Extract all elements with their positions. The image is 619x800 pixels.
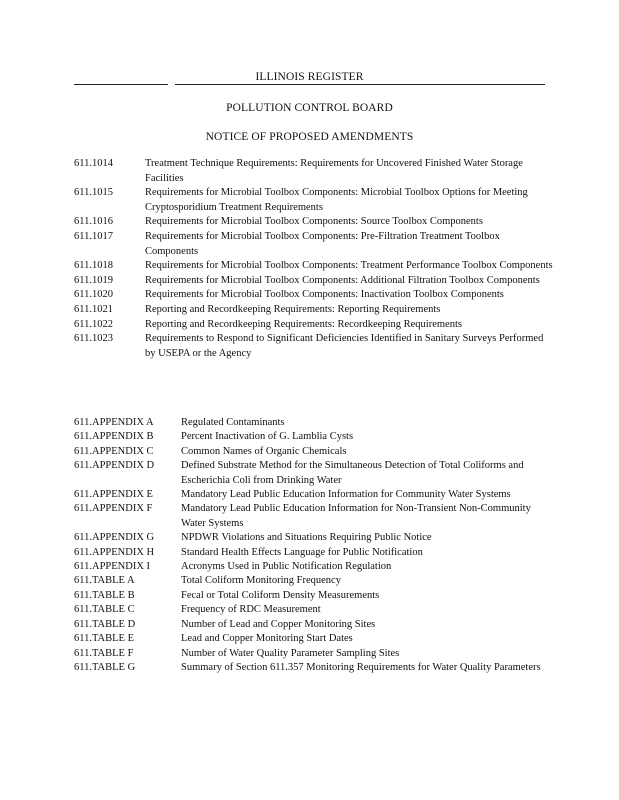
item-title: Treatment Technique Requirements: Requirements for Uncovered Finished Water Storage Facilities — [145, 158, 523, 184]
item-title: Number of Water Quality Parameter Sampling Sites — [181, 647, 400, 659]
item-number: 611.TABLE G — [74, 661, 136, 673]
item-title: Requirements for Microbial Toolbox Components: Source Toolbox Components — [145, 216, 483, 228]
item-number: 611.APPENDIX D — [74, 460, 155, 472]
item-number: 611.APPENDIX B — [74, 431, 154, 443]
item-number: 611.TABLE C — [74, 604, 135, 616]
item-number: 611.APPENDIX A — [74, 417, 154, 428]
section-row — [74, 303, 554, 318]
item-title: Standard Health Effects Language for Public Notification — [181, 546, 423, 558]
header-rule-left — [74, 84, 168, 85]
item-number: 611.TABLE B — [74, 589, 135, 601]
header-rule-right — [175, 84, 545, 85]
item-title: Acronyms Used in Public Notification Regulation — [181, 561, 392, 573]
item-number: 611.TABLE F — [74, 647, 134, 659]
section-row — [74, 157, 554, 186]
item-title: Mandatory Lead Public Education Information for Non-Transient Non-Community Water Systems — [181, 503, 531, 529]
section-row — [74, 230, 554, 259]
section-list — [74, 157, 554, 361]
section-row — [74, 186, 554, 215]
item-title: Percent Inactivation of G. Lamblia Cysts — [181, 431, 354, 443]
section-row — [74, 215, 554, 230]
item-number: 611.1018 — [74, 260, 113, 272]
item-number: 611.APPENDIX H — [74, 546, 155, 558]
appendix-row — [74, 632, 554, 646]
item-title: Requirements to Respond to Significant Deficiencies Identified in Sanitary Surveys Performed by USEPA or the Agency — [145, 333, 544, 359]
section-row — [74, 318, 554, 333]
item-number: 611.APPENDIX C — [74, 445, 154, 457]
item-title: Regulated Contaminants — [181, 417, 285, 428]
appendix-row — [74, 574, 554, 588]
item-title: Number of Lead and Copper Monitoring Sites — [181, 618, 376, 630]
item-title: Requirements for Microbial Toolbox Components: Inactivation Toolbox Components — [145, 289, 504, 301]
item-title: Requirements for Microbial Toolbox Components: Additional Filtration Toolbox Components — [145, 274, 540, 286]
appendix-row — [74, 430, 554, 444]
appendix-row — [74, 603, 554, 617]
item-number: 611.1017 — [74, 230, 113, 242]
agency-title: POLLUTION CONTROL BOARD — [226, 102, 393, 114]
appendix-row — [74, 416, 554, 430]
item-title: Reporting and Recordkeeping Requirements: Recordkeeping Requirements — [145, 318, 462, 330]
section-row — [74, 288, 554, 303]
section-row — [74, 259, 554, 274]
item-number: 611.1016 — [74, 216, 113, 228]
item-number: 611.1015 — [74, 187, 113, 199]
section-row — [74, 274, 554, 289]
item-number: 611.1014 — [74, 158, 113, 169]
item-title: Frequency of RDC Measurement — [181, 604, 321, 616]
appendix-row — [74, 488, 554, 502]
item-number: 611.1022 — [74, 318, 113, 330]
item-title: Lead and Copper Monitoring Start Dates — [181, 633, 353, 645]
item-title: Reporting and Recordkeeping Requirements: Reporting Requirements — [145, 303, 441, 315]
appendix-row — [74, 459, 554, 488]
item-title: Requirements for Microbial Toolbox Components: Pre-Filtration Treatment Toolbox Components — [145, 230, 500, 257]
item-title: Common Names of Organic Chemicals — [181, 445, 347, 457]
appendix-row — [74, 589, 554, 603]
item-number: 611.TABLE D — [74, 618, 136, 630]
item-title: Mandatory Lead Public Education Information for Community Water Systems — [181, 489, 511, 501]
appendix-row — [74, 560, 554, 574]
appendix-row — [74, 546, 554, 560]
item-number: 611.1023 — [74, 333, 113, 345]
appendix-row — [74, 661, 554, 675]
item-title: Requirements for Microbial Toolbox Components: Treatment Performance Toolbox Components — [145, 260, 553, 272]
section-row — [74, 332, 554, 361]
appendix-row — [74, 647, 554, 661]
item-title: Defined Substrate Method for the Simultaneous Detection of Total Coliforms and Escherichia Coli from Drinking Water — [181, 460, 524, 486]
item-number: 611.1020 — [74, 289, 113, 301]
notice-title: NOTICE OF PROPOSED AMENDMENTS — [205, 131, 414, 143]
register-title: ILLINOIS REGISTER — [255, 71, 364, 83]
item-number: 611.APPENDIX E — [74, 489, 153, 501]
appendix-list — [74, 416, 554, 675]
item-title: NPDWR Violations and Situations Requiring Public Notice — [181, 532, 432, 544]
item-number: 611.TABLE A — [74, 575, 135, 587]
item-number: 611.APPENDIX F — [74, 503, 153, 515]
item-number: 611.1021 — [74, 303, 113, 315]
item-number: 611.APPENDIX I — [74, 561, 151, 573]
item-number: 611.1019 — [74, 274, 113, 286]
appendix-row — [74, 618, 554, 632]
appendix-row — [74, 502, 554, 531]
item-title: Fecal or Total Coliform Density Measurements — [181, 589, 380, 601]
appendix-row — [74, 445, 554, 459]
item-number: 611.APPENDIX G — [74, 532, 155, 544]
item-number: 611.TABLE E — [74, 633, 135, 645]
item-title: Requirements for Microbial Toolbox Components: Microbial Toolbox Options for Meeting Cryptosporidium Treatment Requirements — [145, 187, 528, 213]
item-title: Total Coliform Monitoring Frequency — [181, 575, 341, 587]
item-title: Summary of Section 611.357 Monitoring Requirements for Water Quality Parameters — [181, 661, 541, 673]
appendix-row — [74, 531, 554, 545]
